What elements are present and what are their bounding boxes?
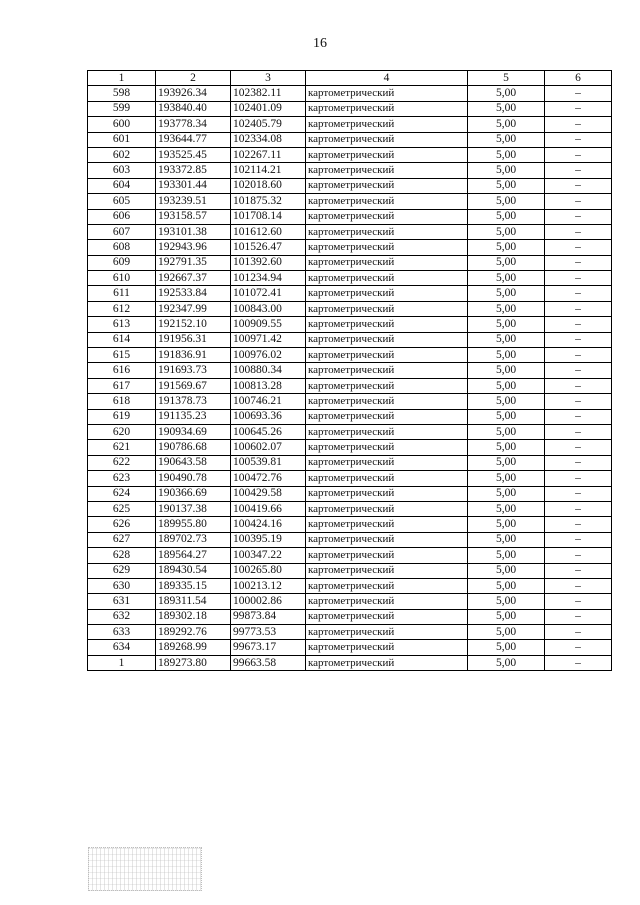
point-number-cell: 605 <box>88 194 156 209</box>
x-coordinate-cell: 191135.23 <box>156 409 231 424</box>
note-cell: – <box>545 609 612 624</box>
accuracy-cell: 5,00 <box>468 486 545 501</box>
method-cell: картометрический <box>306 163 468 178</box>
table-row <box>88 394 612 409</box>
method-cell: картометрический <box>306 301 468 316</box>
x-coordinate-cell: 192791.35 <box>156 255 231 270</box>
note-cell: – <box>545 517 612 532</box>
y-coordinate-cell: 101612.60 <box>231 224 306 239</box>
note-cell: – <box>545 578 612 593</box>
point-number-cell: 604 <box>88 178 156 193</box>
table-row <box>88 178 612 193</box>
note-cell: – <box>545 147 612 162</box>
point-number-cell: 600 <box>88 117 156 132</box>
method-cell: картометрический <box>306 209 468 224</box>
note-cell: – <box>545 455 612 470</box>
accuracy-cell: 5,00 <box>468 594 545 609</box>
table-row <box>88 501 612 516</box>
table-row <box>88 486 612 501</box>
accuracy-cell: 5,00 <box>468 132 545 147</box>
table-row <box>88 332 612 347</box>
method-cell: картометрический <box>306 378 468 393</box>
accuracy-cell: 5,00 <box>468 301 545 316</box>
table-row <box>88 271 612 286</box>
x-coordinate-cell: 191569.67 <box>156 378 231 393</box>
method-cell: картометрический <box>306 578 468 593</box>
point-number-cell: 614 <box>88 332 156 347</box>
method-cell: картометрический <box>306 440 468 455</box>
point-number-cell: 598 <box>88 86 156 101</box>
y-coordinate-cell: 101234.94 <box>231 271 306 286</box>
table-row <box>88 163 612 178</box>
y-coordinate-cell: 102382.11 <box>231 86 306 101</box>
note-cell: – <box>545 117 612 132</box>
method-cell: картометрический <box>306 501 468 516</box>
point-number-cell: 608 <box>88 240 156 255</box>
table-row <box>88 286 612 301</box>
table-row <box>88 609 612 624</box>
note-cell: – <box>545 255 612 270</box>
accuracy-cell: 5,00 <box>468 317 545 332</box>
accuracy-cell: 5,00 <box>468 625 545 640</box>
accuracy-cell: 5,00 <box>468 163 545 178</box>
method-cell: картометрический <box>306 348 468 363</box>
note-cell: – <box>545 640 612 655</box>
x-coordinate-cell: 191693.73 <box>156 363 231 378</box>
point-number-cell: 601 <box>88 132 156 147</box>
method-cell: картометрический <box>306 486 468 501</box>
point-number-cell: 617 <box>88 378 156 393</box>
x-coordinate-cell: 189311.54 <box>156 594 231 609</box>
x-coordinate-cell: 191378.73 <box>156 394 231 409</box>
accuracy-cell: 5,00 <box>468 209 545 224</box>
x-coordinate-cell: 193926.34 <box>156 86 231 101</box>
table-row <box>88 240 612 255</box>
point-number-cell: 625 <box>88 501 156 516</box>
note-cell: – <box>545 163 612 178</box>
note-cell: – <box>545 409 612 424</box>
point-number-cell: 609 <box>88 255 156 270</box>
point-number-cell: 624 <box>88 486 156 501</box>
note-cell: – <box>545 224 612 239</box>
x-coordinate-cell: 190137.38 <box>156 501 231 516</box>
x-coordinate-cell: 192943.96 <box>156 240 231 255</box>
x-coordinate-cell: 190786.68 <box>156 440 231 455</box>
method-cell: картометрический <box>306 471 468 486</box>
header-col-6: 6 <box>545 71 612 86</box>
table-row <box>88 563 612 578</box>
x-coordinate-cell: 193239.51 <box>156 194 231 209</box>
note-cell: – <box>545 178 612 193</box>
note-cell: – <box>545 486 612 501</box>
table-row <box>88 317 612 332</box>
y-coordinate-cell: 100602.07 <box>231 440 306 455</box>
accuracy-cell: 5,00 <box>468 101 545 116</box>
method-cell: картометрический <box>306 86 468 101</box>
point-number-cell: 607 <box>88 224 156 239</box>
x-coordinate-cell: 191836.91 <box>156 348 231 363</box>
table-row <box>88 655 612 670</box>
accuracy-cell: 5,00 <box>468 348 545 363</box>
y-coordinate-cell: 100347.22 <box>231 548 306 563</box>
point-number-cell: 615 <box>88 348 156 363</box>
point-number-cell: 606 <box>88 209 156 224</box>
method-cell: картометрический <box>306 594 468 609</box>
table-row <box>88 147 612 162</box>
point-number-cell: 610 <box>88 271 156 286</box>
y-coordinate-cell: 101526.47 <box>231 240 306 255</box>
point-number-cell: 632 <box>88 609 156 624</box>
point-number-cell: 612 <box>88 301 156 316</box>
x-coordinate-cell: 191956.31 <box>156 332 231 347</box>
method-cell: картометрический <box>306 655 468 670</box>
note-cell: – <box>545 563 612 578</box>
point-number-cell: 618 <box>88 394 156 409</box>
point-number-cell: 630 <box>88 578 156 593</box>
method-cell: картометрический <box>306 240 468 255</box>
method-cell: картометрический <box>306 194 468 209</box>
x-coordinate-cell: 193525.45 <box>156 147 231 162</box>
note-cell: – <box>545 594 612 609</box>
header-col-5: 5 <box>468 71 545 86</box>
table-body <box>88 86 612 671</box>
point-number-cell: 613 <box>88 317 156 332</box>
accuracy-cell: 5,00 <box>468 409 545 424</box>
x-coordinate-cell: 189268.99 <box>156 640 231 655</box>
method-cell: картометрический <box>306 548 468 563</box>
accuracy-cell: 5,00 <box>468 194 545 209</box>
y-coordinate-cell: 102334.08 <box>231 132 306 147</box>
accuracy-cell: 5,00 <box>468 609 545 624</box>
table-row <box>88 640 612 655</box>
note-cell: – <box>545 286 612 301</box>
note-cell: – <box>545 194 612 209</box>
table-row <box>88 548 612 563</box>
y-coordinate-cell: 102267.11 <box>231 147 306 162</box>
y-coordinate-cell: 100813.28 <box>231 378 306 393</box>
note-cell: – <box>545 440 612 455</box>
y-coordinate-cell: 100880.34 <box>231 363 306 378</box>
method-cell: картометрический <box>306 625 468 640</box>
x-coordinate-cell: 193301.44 <box>156 178 231 193</box>
y-coordinate-cell: 100539.81 <box>231 455 306 470</box>
y-coordinate-cell: 100693.36 <box>231 409 306 424</box>
x-coordinate-cell: 193158.57 <box>156 209 231 224</box>
method-cell: картометрический <box>306 363 468 378</box>
note-cell: – <box>545 394 612 409</box>
accuracy-cell: 5,00 <box>468 286 545 301</box>
accuracy-cell: 5,00 <box>468 117 545 132</box>
method-cell: картометрический <box>306 271 468 286</box>
table-row <box>88 255 612 270</box>
method-cell: картометрический <box>306 424 468 439</box>
point-number-cell: 628 <box>88 548 156 563</box>
x-coordinate-cell: 190934.69 <box>156 424 231 439</box>
point-number-cell: 631 <box>88 594 156 609</box>
method-cell: картометрический <box>306 517 468 532</box>
header-col-3: 3 <box>231 71 306 86</box>
table-row <box>88 209 612 224</box>
point-number-cell: 633 <box>88 625 156 640</box>
table-row <box>88 132 612 147</box>
table-row <box>88 440 612 455</box>
method-cell: картометрический <box>306 101 468 116</box>
accuracy-cell: 5,00 <box>468 378 545 393</box>
method-cell: картометрический <box>306 147 468 162</box>
accuracy-cell: 5,00 <box>468 640 545 655</box>
note-cell: – <box>545 240 612 255</box>
accuracy-cell: 5,00 <box>468 501 545 516</box>
method-cell: картометрический <box>306 609 468 624</box>
y-coordinate-cell: 100645.26 <box>231 424 306 439</box>
method-cell: картометрический <box>306 178 468 193</box>
accuracy-cell: 5,00 <box>468 548 545 563</box>
table-row <box>88 378 612 393</box>
table-row <box>88 409 612 424</box>
method-cell: картометрический <box>306 117 468 132</box>
x-coordinate-cell: 192152.10 <box>156 317 231 332</box>
point-number-cell: 634 <box>88 640 156 655</box>
note-cell: – <box>545 209 612 224</box>
point-number-cell: 1 <box>88 655 156 670</box>
x-coordinate-cell: 193840.40 <box>156 101 231 116</box>
point-number-cell: 611 <box>88 286 156 301</box>
x-coordinate-cell: 192667.37 <box>156 271 231 286</box>
faded-stamp <box>88 847 202 891</box>
table-row <box>88 301 612 316</box>
table-header <box>88 71 612 86</box>
note-cell: – <box>545 332 612 347</box>
method-cell: картометрический <box>306 332 468 347</box>
y-coordinate-cell: 100843.00 <box>231 301 306 316</box>
y-coordinate-cell: 101875.32 <box>231 194 306 209</box>
header-col-2: 2 <box>156 71 231 86</box>
x-coordinate-cell: 193778.34 <box>156 117 231 132</box>
x-coordinate-cell: 189273.80 <box>156 655 231 670</box>
table-row <box>88 625 612 640</box>
method-cell: картометрический <box>306 532 468 547</box>
y-coordinate-cell: 100472.76 <box>231 471 306 486</box>
y-coordinate-cell: 100265.80 <box>231 563 306 578</box>
note-cell: – <box>545 548 612 563</box>
point-number-cell: 622 <box>88 455 156 470</box>
y-coordinate-cell: 100971.42 <box>231 332 306 347</box>
accuracy-cell: 5,00 <box>468 563 545 578</box>
y-coordinate-cell: 102401.09 <box>231 101 306 116</box>
note-cell: – <box>545 363 612 378</box>
note-cell: – <box>545 132 612 147</box>
note-cell: – <box>545 317 612 332</box>
table-row <box>88 86 612 101</box>
x-coordinate-cell: 193372.85 <box>156 163 231 178</box>
point-number-cell: 619 <box>88 409 156 424</box>
point-number-cell: 629 <box>88 563 156 578</box>
point-number-cell: 623 <box>88 471 156 486</box>
y-coordinate-cell: 99673.17 <box>231 640 306 655</box>
table-row <box>88 532 612 547</box>
point-number-cell: 620 <box>88 424 156 439</box>
note-cell: – <box>545 86 612 101</box>
point-number-cell: 626 <box>88 517 156 532</box>
y-coordinate-cell: 99663.58 <box>231 655 306 670</box>
note-cell: – <box>545 101 612 116</box>
x-coordinate-cell: 189335.15 <box>156 578 231 593</box>
y-coordinate-cell: 100909.55 <box>231 317 306 332</box>
method-cell: картометрический <box>306 132 468 147</box>
y-coordinate-cell: 100746.21 <box>231 394 306 409</box>
y-coordinate-cell: 102405.79 <box>231 117 306 132</box>
x-coordinate-cell: 193101.38 <box>156 224 231 239</box>
x-coordinate-cell: 189702.73 <box>156 532 231 547</box>
method-cell: картометрический <box>306 224 468 239</box>
x-coordinate-cell: 192347.99 <box>156 301 231 316</box>
point-number-cell: 603 <box>88 163 156 178</box>
table-row <box>88 101 612 116</box>
method-cell: картометрический <box>306 286 468 301</box>
note-cell: – <box>545 271 612 286</box>
point-number-cell: 599 <box>88 101 156 116</box>
note-cell: – <box>545 301 612 316</box>
x-coordinate-cell: 190366.69 <box>156 486 231 501</box>
table-row <box>88 348 612 363</box>
y-coordinate-cell: 100424.16 <box>231 517 306 532</box>
table-row <box>88 224 612 239</box>
y-coordinate-cell: 99873.84 <box>231 609 306 624</box>
header-col-1: 1 <box>88 71 156 86</box>
y-coordinate-cell: 102018.60 <box>231 178 306 193</box>
note-cell: – <box>545 471 612 486</box>
note-cell: – <box>545 501 612 516</box>
accuracy-cell: 5,00 <box>468 655 545 670</box>
x-coordinate-cell: 189292.76 <box>156 625 231 640</box>
method-cell: картометрический <box>306 409 468 424</box>
table-row <box>88 455 612 470</box>
y-coordinate-cell: 100213.12 <box>231 578 306 593</box>
accuracy-cell: 5,00 <box>468 86 545 101</box>
x-coordinate-cell: 189955.80 <box>156 517 231 532</box>
method-cell: картометрический <box>306 394 468 409</box>
x-coordinate-cell: 192533.84 <box>156 286 231 301</box>
x-coordinate-cell: 190643.58 <box>156 455 231 470</box>
x-coordinate-cell: 189430.54 <box>156 563 231 578</box>
method-cell: картометрический <box>306 455 468 470</box>
table-row <box>88 578 612 593</box>
x-coordinate-cell: 189302.18 <box>156 609 231 624</box>
note-cell: – <box>545 625 612 640</box>
accuracy-cell: 5,00 <box>468 394 545 409</box>
note-cell: – <box>545 655 612 670</box>
accuracy-cell: 5,00 <box>468 255 545 270</box>
header-row <box>88 71 612 86</box>
x-coordinate-cell: 189564.27 <box>156 548 231 563</box>
accuracy-cell: 5,00 <box>468 363 545 378</box>
accuracy-cell: 5,00 <box>468 424 545 439</box>
y-coordinate-cell: 102114.21 <box>231 163 306 178</box>
table-row <box>88 517 612 532</box>
table-row <box>88 363 612 378</box>
accuracy-cell: 5,00 <box>468 532 545 547</box>
y-coordinate-cell: 100419.66 <box>231 501 306 516</box>
method-cell: картометрический <box>306 640 468 655</box>
accuracy-cell: 5,00 <box>468 147 545 162</box>
method-cell: картометрический <box>306 563 468 578</box>
table-row <box>88 194 612 209</box>
point-number-cell: 602 <box>88 147 156 162</box>
y-coordinate-cell: 100429.58 <box>231 486 306 501</box>
accuracy-cell: 5,00 <box>468 178 545 193</box>
table-row <box>88 424 612 439</box>
y-coordinate-cell: 101392.60 <box>231 255 306 270</box>
accuracy-cell: 5,00 <box>468 517 545 532</box>
page-number: 16 <box>313 36 327 51</box>
y-coordinate-cell: 101708.14 <box>231 209 306 224</box>
table-row <box>88 471 612 486</box>
x-coordinate-cell: 193644.77 <box>156 132 231 147</box>
coordinates-table <box>87 70 612 671</box>
header-col-4: 4 <box>306 71 468 86</box>
accuracy-cell: 5,00 <box>468 471 545 486</box>
accuracy-cell: 5,00 <box>468 578 545 593</box>
accuracy-cell: 5,00 <box>468 271 545 286</box>
y-coordinate-cell: 100002.86 <box>231 594 306 609</box>
method-cell: картометрический <box>306 255 468 270</box>
y-coordinate-cell: 100395.19 <box>231 532 306 547</box>
y-coordinate-cell: 101072.41 <box>231 286 306 301</box>
table-row <box>88 594 612 609</box>
table-row <box>88 117 612 132</box>
method-cell: картометрический <box>306 317 468 332</box>
accuracy-cell: 5,00 <box>468 455 545 470</box>
point-number-cell: 621 <box>88 440 156 455</box>
point-number-cell: 616 <box>88 363 156 378</box>
note-cell: – <box>545 424 612 439</box>
accuracy-cell: 5,00 <box>468 332 545 347</box>
x-coordinate-cell: 190490.78 <box>156 471 231 486</box>
y-coordinate-cell: 99773.53 <box>231 625 306 640</box>
note-cell: – <box>545 348 612 363</box>
note-cell: – <box>545 378 612 393</box>
note-cell: – <box>545 532 612 547</box>
point-number-cell: 627 <box>88 532 156 547</box>
accuracy-cell: 5,00 <box>468 240 545 255</box>
y-coordinate-cell: 100976.02 <box>231 348 306 363</box>
accuracy-cell: 5,00 <box>468 224 545 239</box>
accuracy-cell: 5,00 <box>468 440 545 455</box>
